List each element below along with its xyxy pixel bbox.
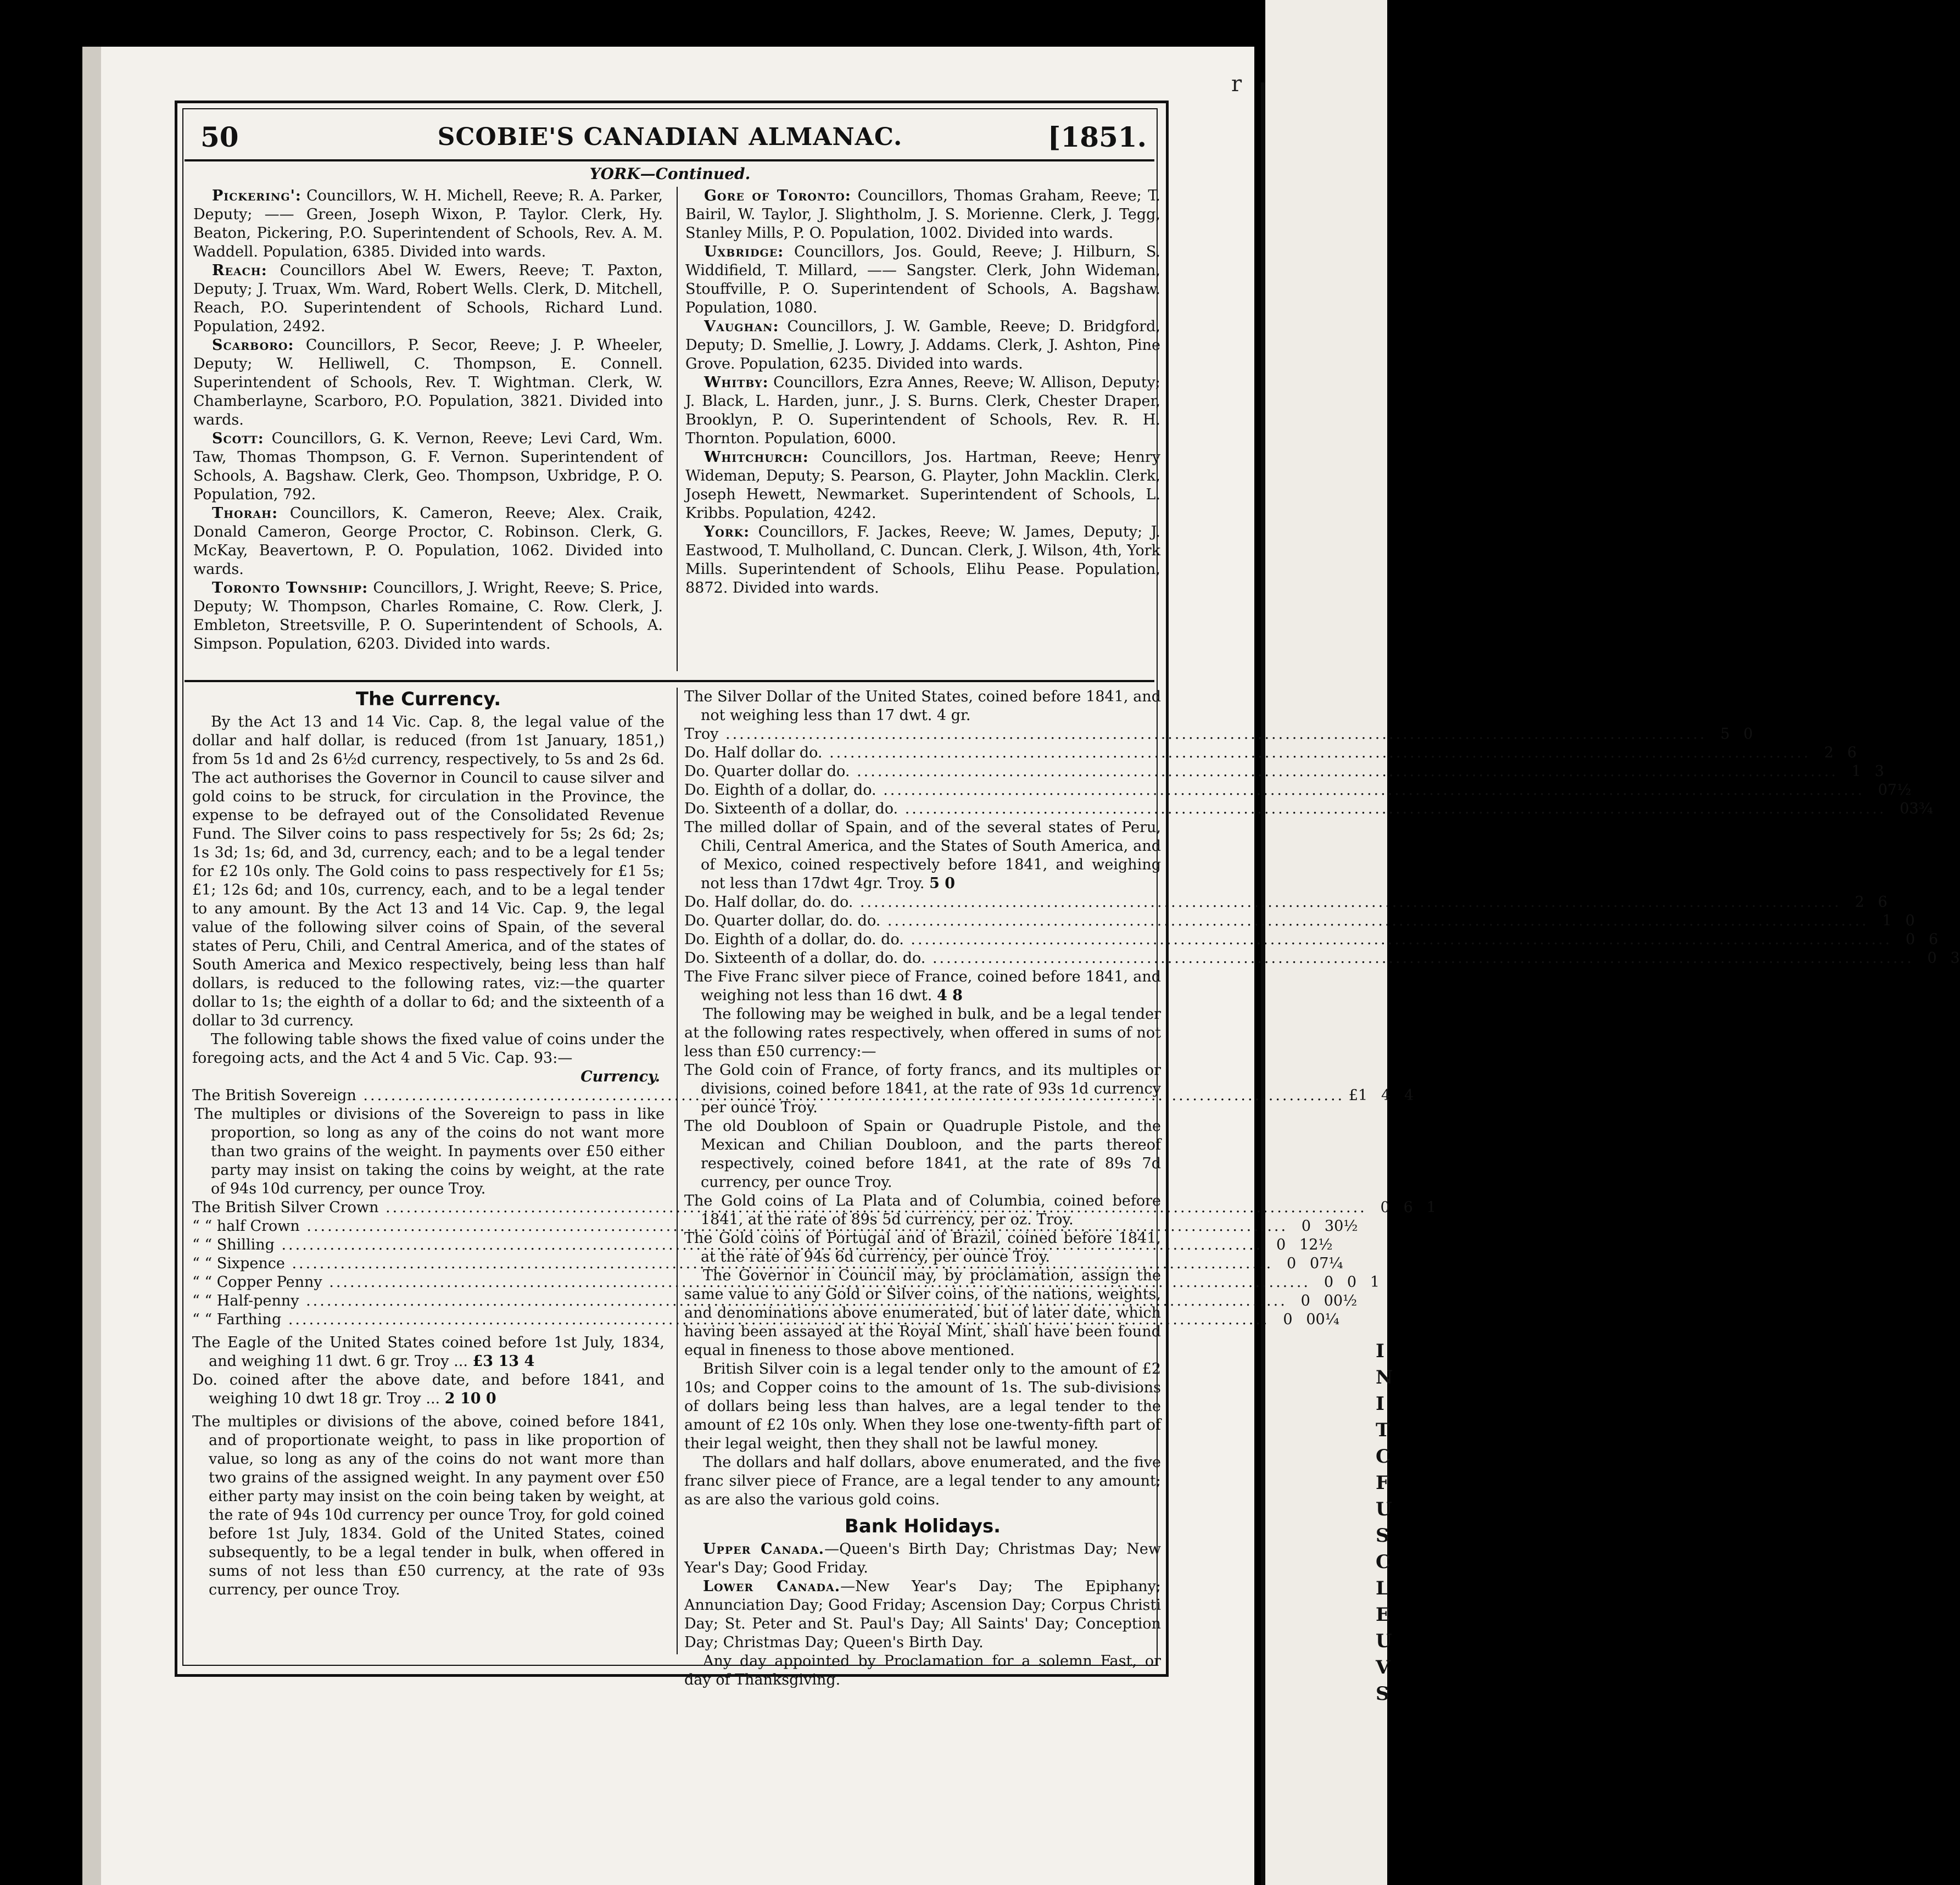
coin-label: Do. Sixteenth of a dollar, do. ..... bbox=[684, 800, 1886, 818]
currency-column-header: Currency. bbox=[580, 1068, 660, 1085]
coin-label: The Eagle of the United States coined before 1st July, 1834, and weighing 11 dwt. 6 gr. Troy bbox=[192, 1334, 664, 1370]
spain-text: The milled dollar of Spain, and of the several states of Peru, Chili, Central America, and the States of South America, and of Mexico, coined respectively before 1841, and weighing not less than 17dwt 4gr. Troy. bbox=[684, 819, 1161, 892]
facing-page-letter: C bbox=[1376, 1446, 1391, 1468]
binding-edge bbox=[82, 47, 101, 1885]
township-text: Councillors, G. K. Vernon, Reeve; Levi Card, Wm. Taw, Thomas Thompson, G. F. Vernon. Superintendent of Schools, A. Bagshaw. Clerk, Geo. Thompson, Uxbridge, P. O. Population, 792. bbox=[193, 430, 663, 503]
value-shillings: 2 bbox=[1824, 744, 1834, 761]
township-name: York: bbox=[704, 523, 750, 540]
york-left-column bbox=[193, 187, 663, 654]
township-name: Scott: bbox=[212, 430, 264, 447]
lower-label: Lower Canada. bbox=[703, 1578, 841, 1595]
coin-label: “ “ Sixpence ..... bbox=[192, 1254, 1273, 1273]
spain-coin-table bbox=[684, 893, 1960, 968]
value-pence: 4 bbox=[1404, 1087, 1414, 1104]
value-shillings: 13 bbox=[498, 1353, 520, 1370]
table-row bbox=[192, 1217, 1358, 1236]
township-name: Vaughan: bbox=[704, 318, 779, 335]
township-text: Councillors, F. Jackes, Reeve; W. James, Deputy; J. Eastwood, T. Mulholland, C. Duncan. Clerk, J. Wilson, 4th, York Mills. Superintendent of Schools, Elihu Pease. Population, 8872. Divided into wards. bbox=[685, 523, 1160, 596]
value-pence: 0½ bbox=[1334, 1218, 1358, 1235]
page-header bbox=[187, 115, 1153, 159]
township-text: Councillors, Ezra Annes, Reeve; W. Allison, Deputy; J. Black, L. Harden, junr., J. S. Burns. Clerk, Chester Draper, Brooklyn, P. O. Superintendent of Schools, Rev. R. H. Thornton. Population, 6000. bbox=[685, 374, 1160, 447]
township-name: Whitchurch: bbox=[704, 449, 809, 466]
value-shillings: 0 bbox=[1306, 1311, 1316, 1328]
value-shillings: 0 bbox=[1927, 950, 1937, 967]
value-shillings: 10 bbox=[460, 1390, 481, 1407]
proclamation-note: Any day appointed by Proclamation for a solemn Fast, or day of Thanksgiving. bbox=[684, 1653, 1161, 1688]
coin-label: Do. Sixteenth of a dollar, do. do. ..... bbox=[684, 949, 1914, 968]
township-entry bbox=[685, 373, 1160, 448]
township-entry bbox=[193, 261, 663, 336]
table-intro: The following table shows the fixed value of coins under the foregoing acts, and the Act 4 and 5 Vic. Cap. 93:— bbox=[192, 1031, 664, 1067]
value-shillings: 1 bbox=[1299, 1236, 1309, 1253]
township-entry bbox=[193, 579, 663, 654]
table-row bbox=[684, 949, 1960, 968]
value-pounds: 0 bbox=[1283, 1311, 1293, 1328]
value-shillings: 0 bbox=[1310, 1255, 1320, 1272]
sovereign-note: The multiples or divisions of the Sovereign to pass in like proportion, so long as any of the coins do not want more than two grains of the weight. In payments over £50 either party may insist on taking the coins by weight, at the rate of 94s 10d currency, per ounce Troy. bbox=[194, 1106, 664, 1197]
value-pounds: £1 bbox=[1348, 1087, 1368, 1104]
value-shillings: 0 bbox=[1324, 1292, 1333, 1309]
facing-page-letter: N bbox=[1376, 1367, 1393, 1388]
township-name: Gore of Toronto: bbox=[704, 187, 851, 204]
page-number: 50 bbox=[200, 121, 239, 153]
township-text: Councillors, J. Wright, Reeve; S. Price, Deputy; W. Thompson, Charles Romaine, C. Row. Clerk, J. Embleton, Streetsville, P. O. Superintendent of Schools, A. Simpson. Population, 6203. Divided into wards. bbox=[193, 579, 663, 652]
table-row bbox=[684, 912, 1915, 930]
gold-coin-item: The Gold coins of Portugal and of Brazil, coined before 1841, at the rate of 94s 6d currency, per ounce Troy. bbox=[684, 1230, 1161, 1265]
value-pence: 3 bbox=[1950, 950, 1960, 967]
eagle-row-2: Do. coined after the above date, and before 1841, and weighing 10 dwt 18 gr. Troy ... 2 10 0 bbox=[192, 1371, 664, 1407]
coin-label: “ “ Farthing ..... bbox=[192, 1310, 1270, 1329]
table-row bbox=[684, 744, 1857, 762]
value-shillings: 0 bbox=[1900, 800, 1909, 817]
coin-label: “ “ half Crown ..... bbox=[192, 1217, 1288, 1236]
gold-coin-list bbox=[684, 1061, 1161, 1267]
running-title: SCOBIE'S CANADIAN ALMANAC. bbox=[437, 123, 903, 151]
york-right-column bbox=[685, 187, 1160, 598]
value-pounds: £3 bbox=[472, 1353, 494, 1370]
table-row bbox=[684, 893, 1888, 912]
closing-notes bbox=[684, 1267, 1161, 1509]
value-pence: 7½ bbox=[1887, 782, 1912, 799]
facing-page-letter: U bbox=[1376, 1630, 1392, 1652]
township-name: Whitby: bbox=[704, 374, 769, 391]
sovereign-row bbox=[192, 1086, 1414, 1105]
value-shillings: 5 bbox=[929, 875, 940, 892]
value-shillings: 6 bbox=[1403, 1199, 1413, 1216]
table-row bbox=[684, 762, 1884, 781]
gold-coin-item: The Gold coin of France, of forty francs, and its multiples or divisions, coined before 1841, at the rate of 93s 1d currency per ounce Troy. bbox=[684, 1062, 1161, 1116]
york-heading-wrap bbox=[192, 165, 1148, 183]
township-text: Councillors Abel W. Ewers, Reeve; T. Paxton, Deputy; J. Truax, Wm. Ward, Robert Wells. Clerk, D. Mitchell, Reach, P.O. Superintendent of Schools, Richard Lund. Population, 2492. bbox=[193, 262, 663, 335]
value-shillings: 3 bbox=[1324, 1218, 1334, 1235]
coin-label: “ “ Shilling ..... bbox=[192, 1236, 1263, 1254]
value-pence: 0¼ bbox=[1315, 1311, 1339, 1328]
holidays-title: Bank Holidays. bbox=[844, 1515, 1001, 1537]
township-entry bbox=[193, 504, 663, 579]
coin-label: Troy ..... bbox=[684, 725, 1707, 744]
value-pounds: 0 bbox=[1324, 1274, 1333, 1291]
facing-page-letter: U bbox=[1376, 1498, 1392, 1520]
coin-label: Do. Eighth of a dollar, do. do. ..... bbox=[684, 930, 1892, 949]
currency-title: The Currency. bbox=[355, 688, 501, 710]
value-pence: 4 bbox=[524, 1353, 535, 1370]
coin-label: Do. coined after the above date, and before 1841, and weighing 10 dwt 18 gr. Troy bbox=[192, 1371, 664, 1407]
table-row bbox=[192, 1254, 1343, 1273]
facing-page-letter: V bbox=[1376, 1657, 1391, 1678]
franc-text: The Five Franc silver piece of France, coined before 1841, and weighing not less than 16 dwt. bbox=[684, 968, 1161, 1004]
value-pounds: 0 bbox=[1300, 1292, 1310, 1309]
township-name: Uxbridge: bbox=[704, 243, 784, 260]
township-text: Councillors, Thomas Graham, Reeve; T. Bairil, W. Taylor, J. Slightholm, J. S. Morienne. Clerk, J. Tegg, Stanley Mills, P. O. Population, 1002. Divided into wards. bbox=[685, 187, 1160, 242]
gold-coin-item: The old Doubloon of Spain or Quadruple Pistole, and the Mexican and Chilian Doubloon, and the parts thereof respectively, coined before 1841, at the rate of 89s 7d currency, per ounce Troy. bbox=[684, 1118, 1161, 1191]
value-pounds: 0 bbox=[1276, 1236, 1286, 1253]
table-row bbox=[192, 1292, 1358, 1310]
value-shillings: 5 bbox=[1720, 726, 1730, 743]
lower-text: —New Year's Day; The Epiphany; Annunciation Day; Good Friday; Ascension Day; Corpus Christi Day; St. Peter and St. Paul's Day; All Saints' Day; Conception Day; Christmas Day; Queen's Birth Day. bbox=[684, 1578, 1161, 1651]
value-pence: 8 bbox=[952, 987, 963, 1004]
value-pence: 6 bbox=[1847, 744, 1857, 761]
value-pounds: 0 bbox=[1287, 1255, 1297, 1272]
column-rule-top bbox=[677, 187, 678, 671]
corner-mark: r bbox=[1231, 71, 1242, 97]
value-pence: 0½ bbox=[1333, 1292, 1358, 1309]
value-pence: 3¾ bbox=[1909, 800, 1933, 817]
township-name: Pickering': bbox=[212, 187, 301, 204]
facing-page-letter: L bbox=[1376, 1577, 1389, 1599]
table-row bbox=[684, 781, 1912, 800]
closing-paragraph: The Governor in Council may, by proclamation, assign the same value to any Gold or Silver coins, of the nations, weights, and denominations above enumerated, but of later date, which having been assayed at the Royal Mint, shall have been found equal in fineness to those above mentioned. bbox=[684, 1267, 1161, 1359]
township-name: Toronto Township: bbox=[212, 579, 368, 596]
page-gutter bbox=[1261, 82, 1265, 1885]
table-row bbox=[684, 800, 1933, 818]
value-pence: 2½ bbox=[1309, 1236, 1333, 1253]
coin-label: “ “ Copper Penny ..... bbox=[192, 1273, 1310, 1292]
facing-page-letter: F bbox=[1376, 1472, 1389, 1494]
section-rule bbox=[185, 680, 1154, 682]
value-pence: 7¼ bbox=[1319, 1255, 1343, 1272]
gold-coin-item: The Gold coins of La Plata and of Columbia, coined before 1841, at the rate of 89s 5d currency, per oz. Troy. bbox=[684, 1192, 1161, 1228]
value-pounds: 2 bbox=[444, 1390, 455, 1407]
facing-page-letter: I bbox=[1376, 1393, 1384, 1415]
value-shillings: 0 bbox=[1347, 1274, 1356, 1291]
value-shillings: 0 bbox=[1878, 782, 1888, 799]
value-pence: 0 bbox=[945, 875, 956, 892]
value-shillings: 1 bbox=[1882, 912, 1892, 929]
value-pence: 0 bbox=[485, 1390, 496, 1407]
facing-page-letter: S bbox=[1376, 1525, 1389, 1547]
facing-page-letter: C bbox=[1376, 1551, 1391, 1573]
section-heading: YORK—Continued. bbox=[589, 165, 751, 183]
table-row bbox=[192, 1273, 1380, 1292]
facing-page-letter: S bbox=[1376, 1683, 1389, 1705]
value-shillings: 1 bbox=[1851, 763, 1861, 780]
spain-intro bbox=[684, 818, 1161, 893]
coin-label: The British Silver Crown ..... bbox=[192, 1198, 1367, 1217]
value-pence: 1 bbox=[1426, 1199, 1436, 1216]
township-entry bbox=[193, 336, 663, 430]
coin-label: Do. Half dollar do. ..... bbox=[684, 744, 1811, 762]
coin-label: Do. Half dollar, do. do. ..... bbox=[684, 893, 1841, 912]
coin-label: Do. Quarter dollar do. ..... bbox=[684, 762, 1838, 781]
franc-row bbox=[684, 968, 1161, 1005]
year-label: [1851. bbox=[1047, 121, 1147, 153]
township-name: Thorah: bbox=[212, 505, 278, 522]
multiples-note: The multiples or divisions of the above, coined before 1841, and of proportionate weight, to pass in like proportion of value, so long as any of the coins do not want more than two grains of the assigned weight. In any payment over £50 either party may insist on the coin being taken by weight, at the rate of 94s 10d currency per ounce Troy, for gold coined before 1st July, 1834. Gold of the United States, coined subsequently, to be a legal tender in bulk, when offered in sums of not less than £50 currency, at the rate of 93s currency, per ounce Troy. bbox=[192, 1413, 664, 1598]
township-text: Councillors, W. H. Michell, Reeve; R. A. Parker, Deputy; —— Green, Joseph Wixon, P. Taylor. Clerk, Hy. Beaton, Pickering, P.O. Superintendent of Schools, Rev. A. M. Waddell. Population, 6385. Divided into wards. bbox=[193, 187, 663, 260]
coin-label: Do. Quarter dollar, do. do. ..... bbox=[684, 912, 1869, 930]
township-name: Scarboro: bbox=[212, 337, 294, 354]
township-text: Councillors, Jos. Hartman, Reeve; Henry Wideman, Deputy; S. Pearson, G. Playter, John Macklin. Clerk, Joseph Hewett, Newmarket. Superintendent of Schools, L. Kribbs. Population, 4242. bbox=[685, 449, 1160, 522]
currency-intro: By the Act 13 and 14 Vic. Cap. 8, the legal value of the dollar and half dollar, is reduced (from 1st January, 1851,) from 5s 1d and 2s 6½d currency, respectively, to 5s and 2s 6d. The act authorises the Governor in Council to cause silver and gold coins to be struck, for circulation in the Province, the expense to be defrayed out of the Consolidated Revenue Fund. The Silver coins to pass respectively for 5s; 2s 6d; 2s; 1s 3d; 1s; 6d, and 3d, currency, each; and to be a legal tender for £2 10s only. The Gold coins to pass respectively for £1 5s; £1; 12s 6d; and 10s, currency, each, and to be a legal tender to any amount. By the Act 13 and 14 Vic. Cap. 9, the legal value of the following silver coins of Spain, of the several states of Peru, Chili, and Central America, and of the states of South America and Mexico respectively, being less than half dollars, is reduced to the following rates, viz:—the quarter dollar to 1s; the eighth of a dollar to 6d; and the sixteenth of a dollar to 3d currency. bbox=[192, 713, 664, 1029]
bulk-note: The following may be weighed in bulk, and be a legal tender at the following rates respectively, when offered in sums of not less than £50 currency:— bbox=[684, 1006, 1161, 1060]
us-coin-table bbox=[684, 725, 1933, 818]
township-text: Councillors, J. W. Gamble, Reeve; D. Bridgford, Deputy; D. Smellie, J. Lowry, J. Addams. Clerk, J. Ashton, Pine Grove. Population, 6235. Divided into wards. bbox=[685, 318, 1160, 372]
coin-label: The British Sovereign ..... bbox=[192, 1086, 1344, 1105]
value-pounds: 0 bbox=[1301, 1218, 1311, 1235]
value-shillings: 2 bbox=[1855, 894, 1864, 911]
township-text: Councillors, K. Cameron, Reeve; Alex. Craik, Donald Cameron, George Proctor, C. Robinson. Clerk, G. McKay, Beavertown, P. O. Population, 1062. Divided into wards. bbox=[193, 505, 663, 578]
upper-label: Upper Canada. bbox=[703, 1541, 825, 1558]
closing-paragraph: British Silver coin is a legal tender only to the amount of £2 10s; and Copper coins to the amount of 1s. The sub-divisions of dollars being less than halves, are a legal tender to the amount of £2 10s only. When they lose one-twenty-fifth part of their legal weight, then they shall not be lawful money. bbox=[684, 1360, 1161, 1452]
value-pence: 0 bbox=[1905, 912, 1915, 929]
facing-page-letter: T bbox=[1376, 1419, 1390, 1441]
facing-page-letter: E bbox=[1376, 1604, 1390, 1626]
table-row bbox=[684, 930, 1939, 949]
value-shillings: 4 bbox=[1381, 1087, 1391, 1104]
table-row bbox=[684, 725, 1753, 744]
header-rule bbox=[185, 159, 1154, 161]
value-pounds: 0 bbox=[1380, 1199, 1390, 1216]
township-entry bbox=[193, 430, 663, 504]
facing-page-letter: I bbox=[1376, 1340, 1384, 1362]
coin-label: “ “ Half-penny ..... bbox=[192, 1292, 1287, 1310]
table-row bbox=[192, 1310, 1339, 1329]
upper-text: —Queen's Birth Day; Christmas Day; New Year's Day; Good Friday. bbox=[684, 1541, 1161, 1576]
closing-paragraph: The dollars and half dollars, above enumerated, and the five franc silver piece of France, are a legal tender to any amount; as are also the various gold coins. bbox=[684, 1454, 1161, 1508]
eagle-row-1: The Eagle of the United States coined before 1st July, 1834, and weighing 11 dwt. 6 gr. Troy ... £3 13 4 bbox=[192, 1334, 664, 1370]
upper-canada-holidays bbox=[684, 1540, 1161, 1577]
us-dollar-intro: The Silver Dollar of the United States, coined before 1841, and not weighing less than 17 dwt. 4 gr. bbox=[684, 688, 1161, 724]
value-pence: 6 bbox=[1878, 894, 1888, 911]
township-entry bbox=[685, 243, 1160, 317]
column-rule-bottom bbox=[677, 688, 678, 1654]
township-entry bbox=[685, 187, 1160, 243]
township-entry bbox=[685, 317, 1160, 373]
value-shillings: 4 bbox=[936, 987, 947, 1004]
township-text: Councillors, P. Secor, Reeve; J. P. Wheeler, Deputy; W. Helliwell, C. Thompson, E. Connell. Superintendent of Schools, Rev. T. Wightman. Clerk, W. Chamberlayne, Scarboro, P.O. Population, 3821. Divided into wards. bbox=[193, 337, 663, 428]
township-entry bbox=[685, 523, 1160, 598]
coin-label: Do. Eighth of a dollar, do. ..... bbox=[684, 781, 1864, 800]
township-text: Councillors, Jos. Gould, Reeve; J. Hilburn, S. Widdifield, T. Millard, —— Sangster. Clerk, John Wideman, Stouffville, P. O. Superintendent of Schools, A. Bagshaw. Population, 1080. bbox=[685, 243, 1160, 316]
township-entry bbox=[685, 448, 1160, 523]
value-pence: 1 bbox=[1370, 1274, 1380, 1291]
township-entry bbox=[193, 187, 663, 261]
value-pence: 0 bbox=[1743, 726, 1753, 743]
township-name: Reach: bbox=[212, 262, 267, 279]
lower-canada-holidays bbox=[684, 1577, 1161, 1652]
value-shillings: 0 bbox=[1905, 931, 1916, 948]
value-pence: 3 bbox=[1874, 763, 1884, 780]
value-pence: 6 bbox=[1928, 931, 1939, 948]
